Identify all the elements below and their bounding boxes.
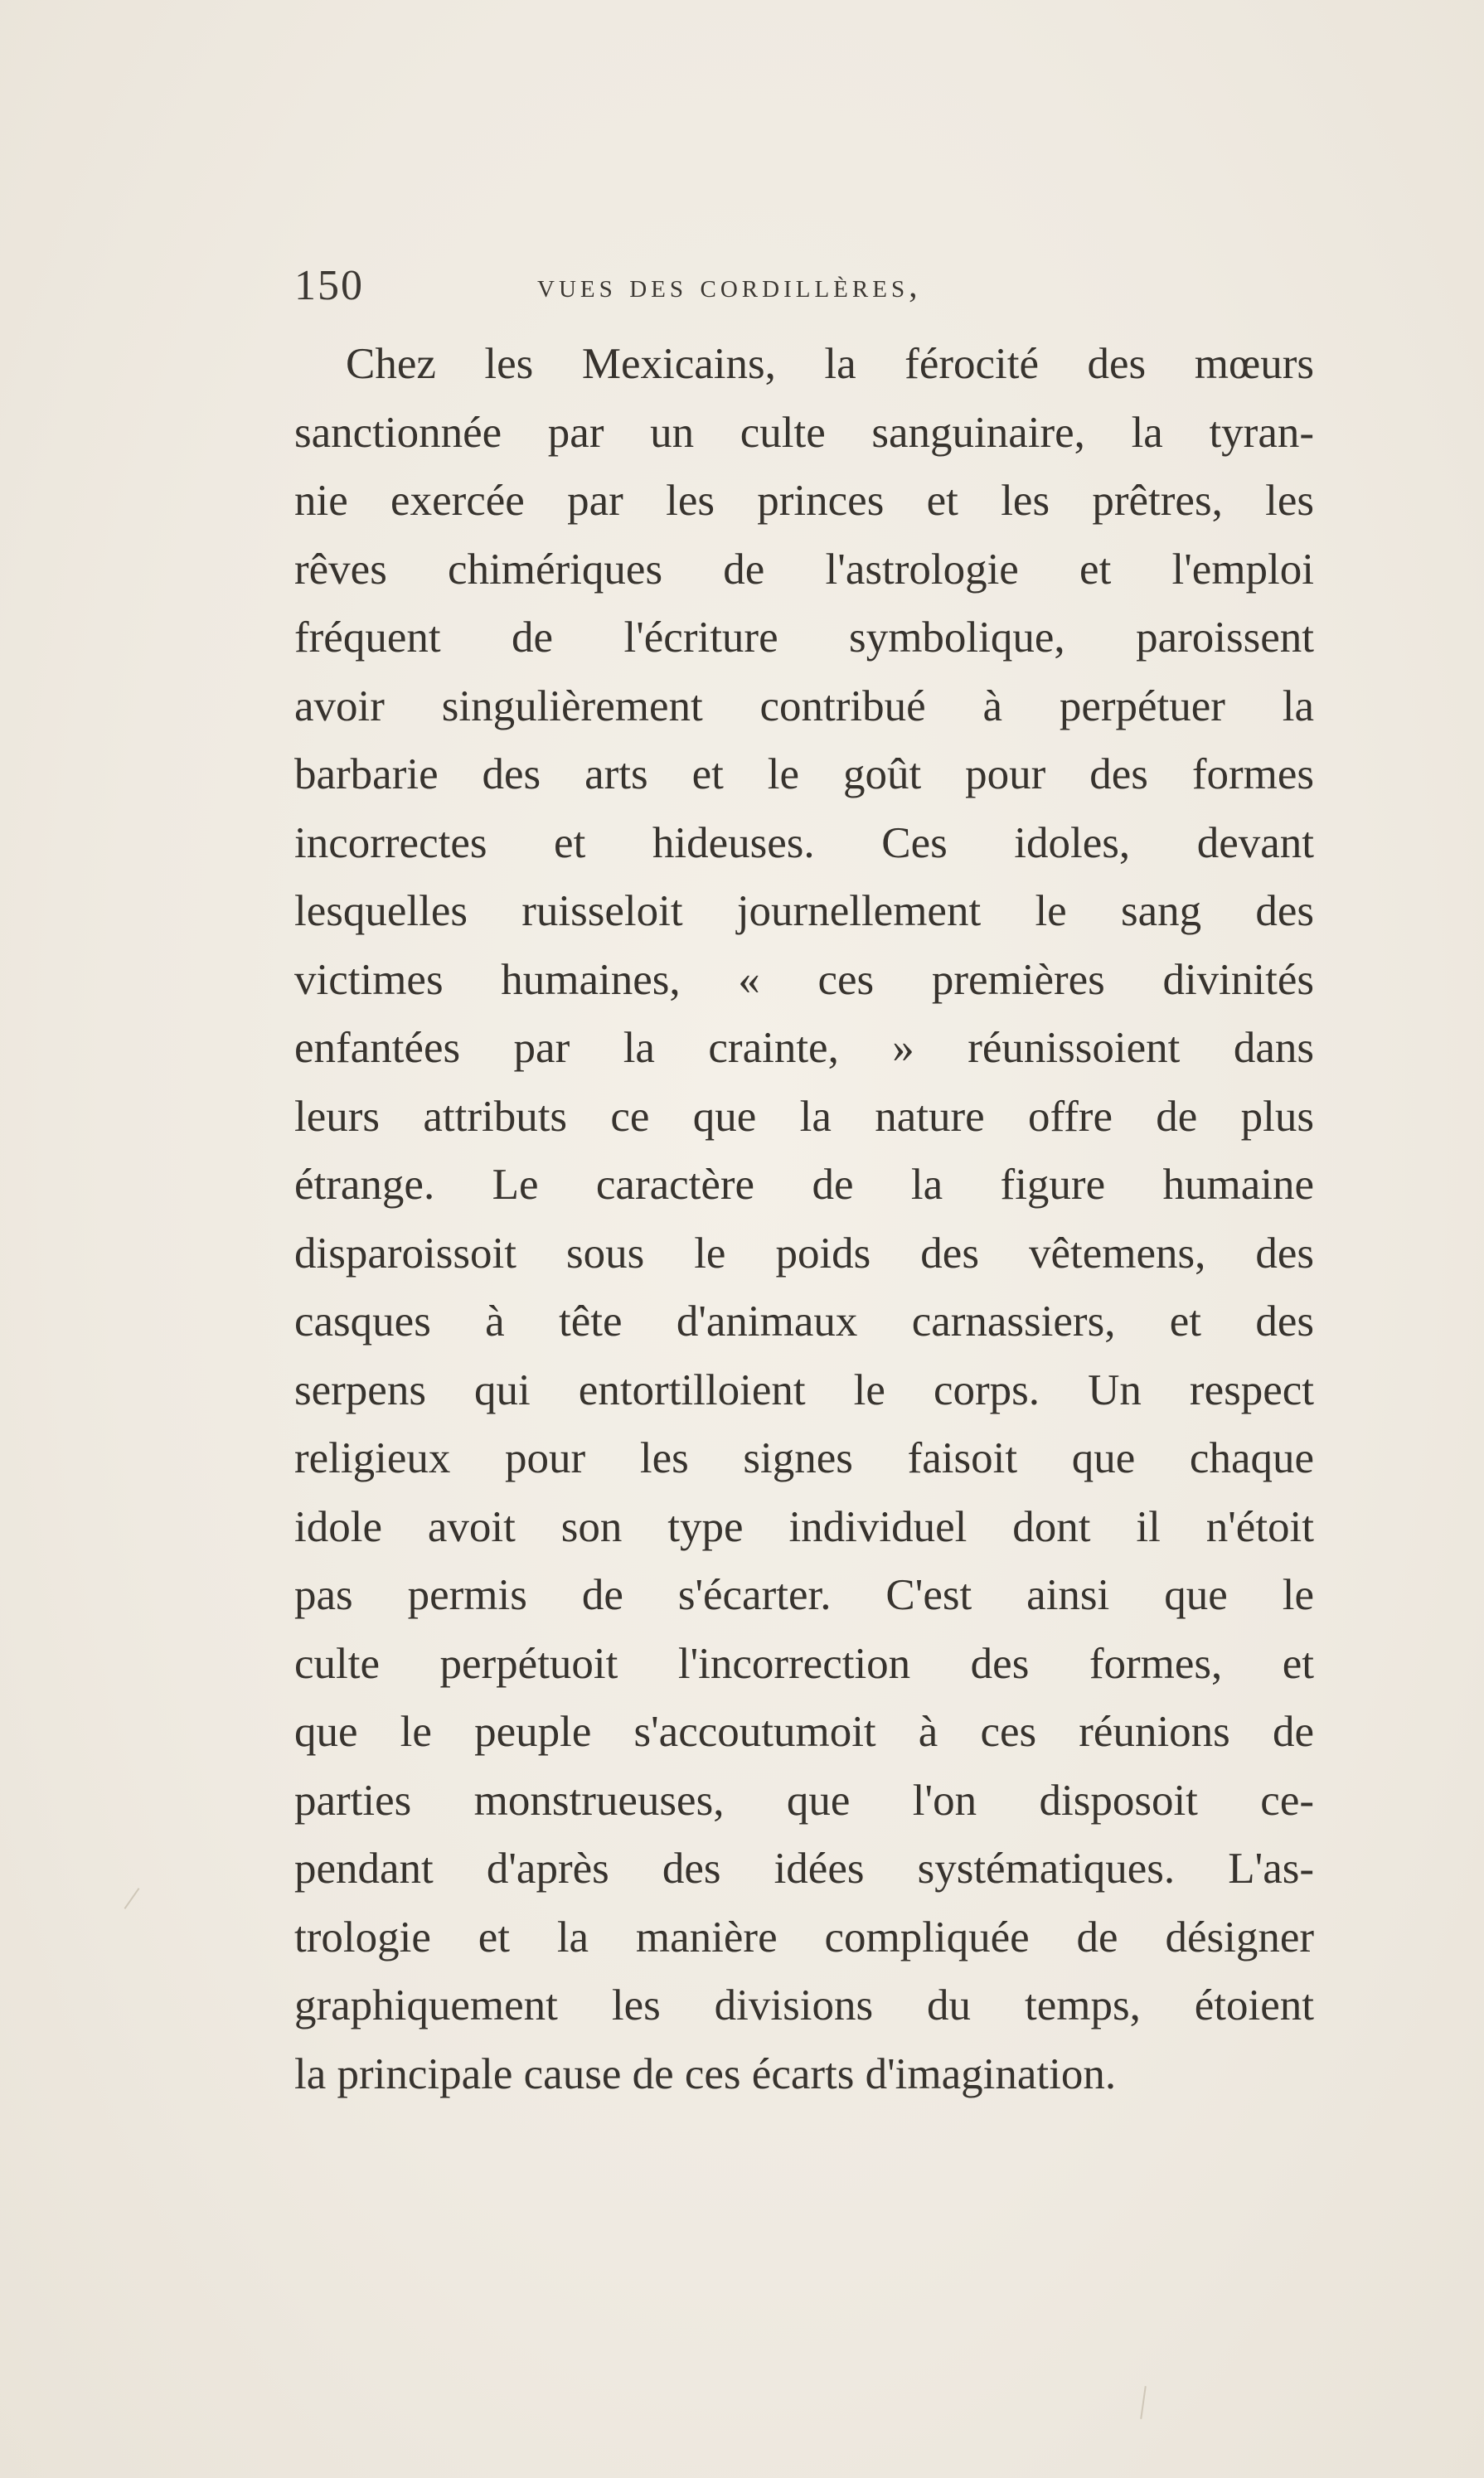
text-line: enfantées par la crainte, » réunissoient dans — [294, 1024, 1314, 1072]
text-line: incorrectes et hideuses. Ces idoles, devant — [294, 818, 1314, 867]
paper-mark — [1140, 2386, 1147, 2419]
text-line: disparoissoit sous le poids des vêtemens, des — [294, 1229, 1314, 1278]
text-line: trologie et la manière compliquée de désigner — [294, 1913, 1314, 1962]
text-line: fréquent de l'écriture symbolique, paroissent — [294, 613, 1314, 662]
text-line: que le peuple s'accoutumoit à ces réunions de — [294, 1708, 1314, 1756]
text-line: casques à tête d'animaux carnassiers, et des — [294, 1297, 1314, 1346]
text-line: idole avoit son type individuel dont il n'étoit — [294, 1502, 1314, 1551]
text-line: culte perpétuoit l'incorrection des formes, et — [294, 1639, 1314, 1688]
running-head — [294, 253, 1123, 319]
page-number: 150 — [294, 262, 364, 309]
text-line: Chez les Mexicains, la férocité des mœurs — [346, 340, 1314, 388]
text-line: religieux pour les signes faisoit que chaque — [294, 1434, 1314, 1482]
text-line: pendant d'après des idées systématiques. L'as- — [294, 1845, 1314, 1893]
text-line: étrange. Le caractère de la figure humaine — [294, 1161, 1314, 1209]
text-line: serpens qui entortilloient le corps. Un respect — [294, 1365, 1314, 1414]
text-line: leurs attributs ce que la nature offre de plus — [294, 1092, 1314, 1141]
text-line: barbarie des arts et le goût pour des formes — [294, 750, 1314, 798]
text-line: victimes humaines, « ces premières divinités — [294, 955, 1314, 1004]
text-line: pas permis de s'écarter. C'est ainsi que le — [294, 1571, 1314, 1619]
text-line: lesquelles ruisseloit journellement le sang des — [294, 887, 1314, 935]
text-line: sanctionnée par un culte sanguinaire, la tyran- — [294, 408, 1314, 457]
text-line: nie exercée par les princes et les prêtres, les — [294, 477, 1314, 525]
running-title: vues des cordillères, — [537, 267, 922, 305]
text-line: la principale cause de ces écarts d'imagination. — [294, 2049, 1117, 2098]
paper-mark — [124, 1888, 140, 1909]
body-paragraph — [294, 330, 1314, 2108]
text-line: graphiquement les divisions du temps, étoient — [294, 1981, 1314, 2029]
text-line: avoir singulièrement contribué à perpétuer la — [294, 681, 1314, 730]
text-line: parties monstrueuses, que l'on disposoit ce- — [294, 1776, 1314, 1825]
text-line: rêves chimériques de l'astrologie et l'emploi — [294, 545, 1314, 594]
